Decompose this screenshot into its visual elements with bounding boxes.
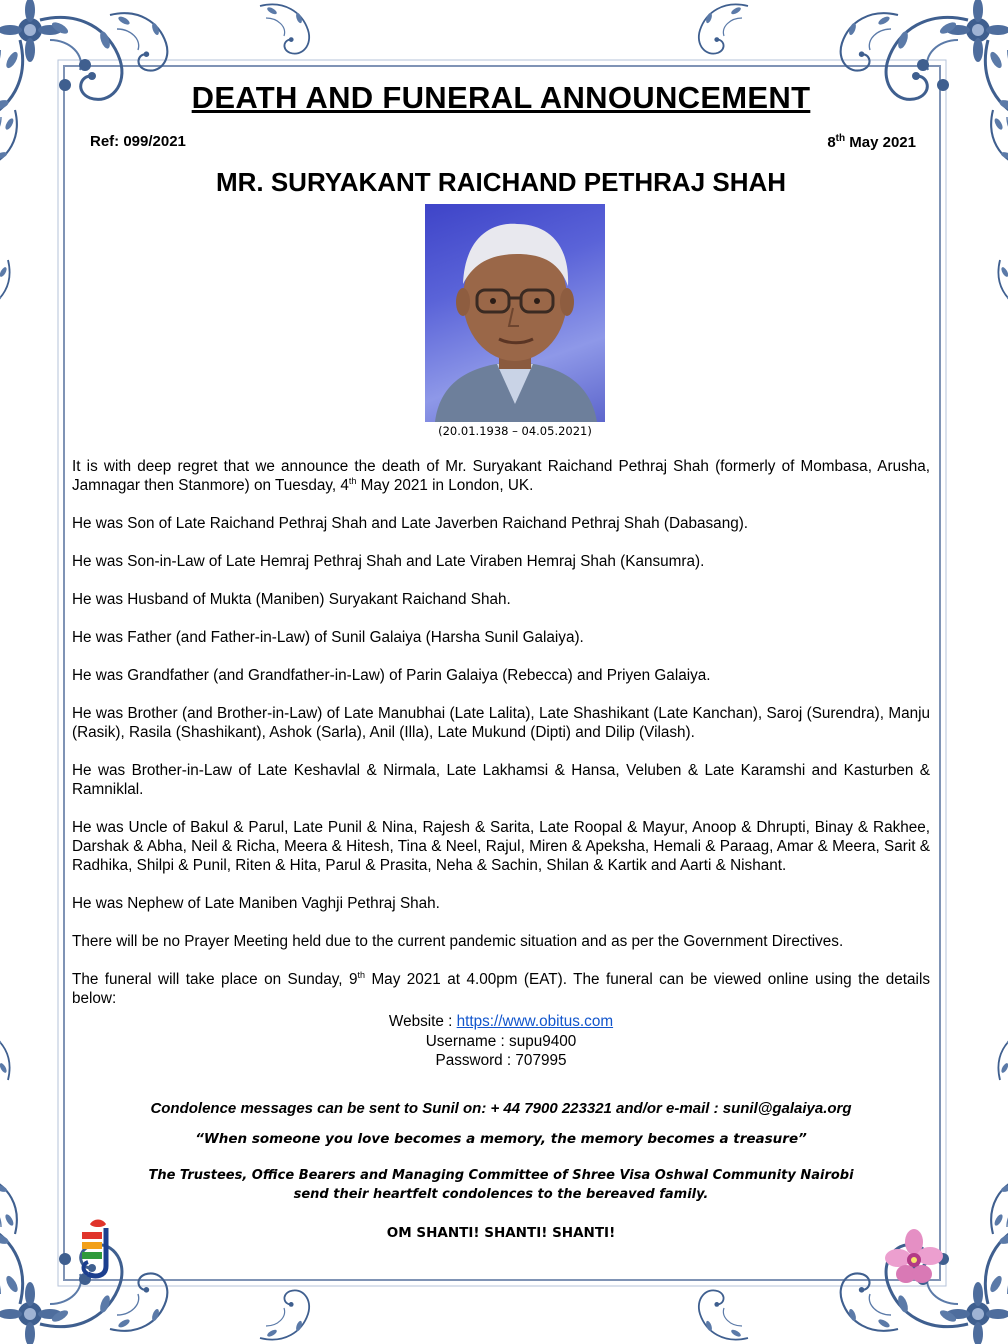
date-day: 8: [827, 134, 836, 151]
funeral-text-a: The funeral will take place on Sunday, 9: [72, 971, 358, 988]
announcement-body: [72, 457, 930, 1027]
reference-number: Ref: 099/2021: [90, 133, 186, 150]
lifespan-dates: (20.01.1938 – 04.05.2021): [438, 424, 592, 438]
announcement-date: [827, 133, 916, 151]
om-shanti: OM SHANTI! SHANTI! SHANTI!: [386, 1225, 616, 1241]
prayer-paragraph: There will be no Prayer Meeting held due to the current pandemic situation and as per the Government Directives.: [72, 933, 844, 950]
website-line: [72, 1012, 930, 1032]
website-label: Website :: [388, 1013, 457, 1030]
condolence-contact: Condolence messages can be sent to Sunil on: + 44 7900 223321 and/or e-mail : sunil@galaiya.org: [150, 1100, 852, 1117]
trustees-line-1: The Trustees, Office Bearers and Managing Committee of Shree Visa Oshwal Community Nairobi: [148, 1168, 854, 1183]
father-paragraph: He was Father (and Father-in-Law) of Sunil Galaiya (Harsha Sunil Galaiya).: [72, 629, 584, 646]
intro-text-b: May 2021 in London, UK.: [356, 477, 534, 494]
website-link[interactable]: https://www.obitus.com: [456, 1013, 614, 1030]
deceased-name: MR. SURYAKANT RAICHAND PETHRAJ SHAH: [215, 167, 787, 197]
nephew-paragraph: He was Nephew of Late Maniben Vaghji Pethraj Shah.: [72, 895, 440, 912]
username-line: Username : supu9400: [425, 1032, 577, 1050]
date-suffix: th: [835, 133, 846, 144]
password-line: Password : 707995: [435, 1052, 567, 1069]
orchid-flower-icon: [884, 1228, 944, 1293]
husband-paragraph: He was Husband of Mukta (Maniben) Suryakant Raichand Shah.: [72, 591, 511, 608]
funeral-text-b: May 2021 at 4.00pm (EAT). The funeral can be viewed online using the details below:: [72, 971, 930, 1007]
community-logo-icon: [76, 1218, 120, 1287]
online-access-details: [72, 1012, 930, 1071]
grandfather-paragraph: He was Grandfather (and Grandfather-in-Law) of Parin Galaiya (Rebecca) and Priyen Galaiya.: [72, 667, 711, 684]
son-in-law-paragraph: He was Son-in-Law of Late Hemraj Pethraj Shah and Late Viraben Hemraj Shah (Kansumra).: [72, 553, 705, 570]
portrait-photo: [425, 204, 605, 422]
funeral-sup: th: [357, 969, 365, 980]
uncle-paragraph: He was Uncle of Bakul & Parul, Late Punil & Nina, Rajesh & Sarita, Late Roopal & Mayur, Anoop & Dhrupti, Binay & Rakhee, Darshak & Abha, Neil & Richa, Meera & Hitesh, Tina & Neel, Rajul, Miren & Apeksha, Hemali & Paraag, Amar & Meera, Sarit & Radhika, Shilpi & Punil, Riten & Hita, Parul & Prasita, Neha & Sachin, Shilan & Kartik and Aarti & Nishant.: [72, 819, 930, 874]
brother-in-law-paragraph: He was Brother-in-Law of Late Keshavlal & Nirmala, Late Lakhamsi & Hansa, Veluben & Late Karamshi and Kasturben & Ramniklal.: [72, 762, 930, 798]
brother-paragraph: He was Brother (and Brother-in-Law) of Late Manubhai (Late Lalita), Late Shashikant (Late Kanchan), Saroj (Surendra), Manju (Rasik), Rasila (Shashikant), Ashok (Sarla), Anil (Illa), Late Mukund (Dipti) and Dilip (Vilash).: [72, 705, 930, 741]
funeral-paragraph: [72, 970, 930, 1008]
page-title: DEATH AND FUNERAL ANNOUNCEMENT: [191, 80, 811, 115]
trustees-message: [72, 1166, 930, 1204]
intro-text-a: It is with deep regret that we announce the death of Mr. Suryakant Raichand Pethraj Shah (formerly of Mombasa, Arusha, Jamnagar then Stanmore) on Tuesday, 4: [72, 458, 930, 494]
date-rest: May 2021: [845, 134, 916, 151]
portrait-illustration: [425, 204, 605, 422]
memorial-quote: “When someone you love becomes a memory, the memory becomes a treasure”: [195, 1131, 807, 1147]
intro-sup: th: [348, 475, 357, 486]
trustees-line-2: send their heartfelt condolences to the bereaved family.: [293, 1187, 709, 1202]
son-paragraph: He was Son of Late Raichand Pethraj Shah and Late Javerben Raichand Pethraj Shah (Dabasang).: [72, 515, 749, 532]
intro-paragraph: [72, 457, 930, 495]
